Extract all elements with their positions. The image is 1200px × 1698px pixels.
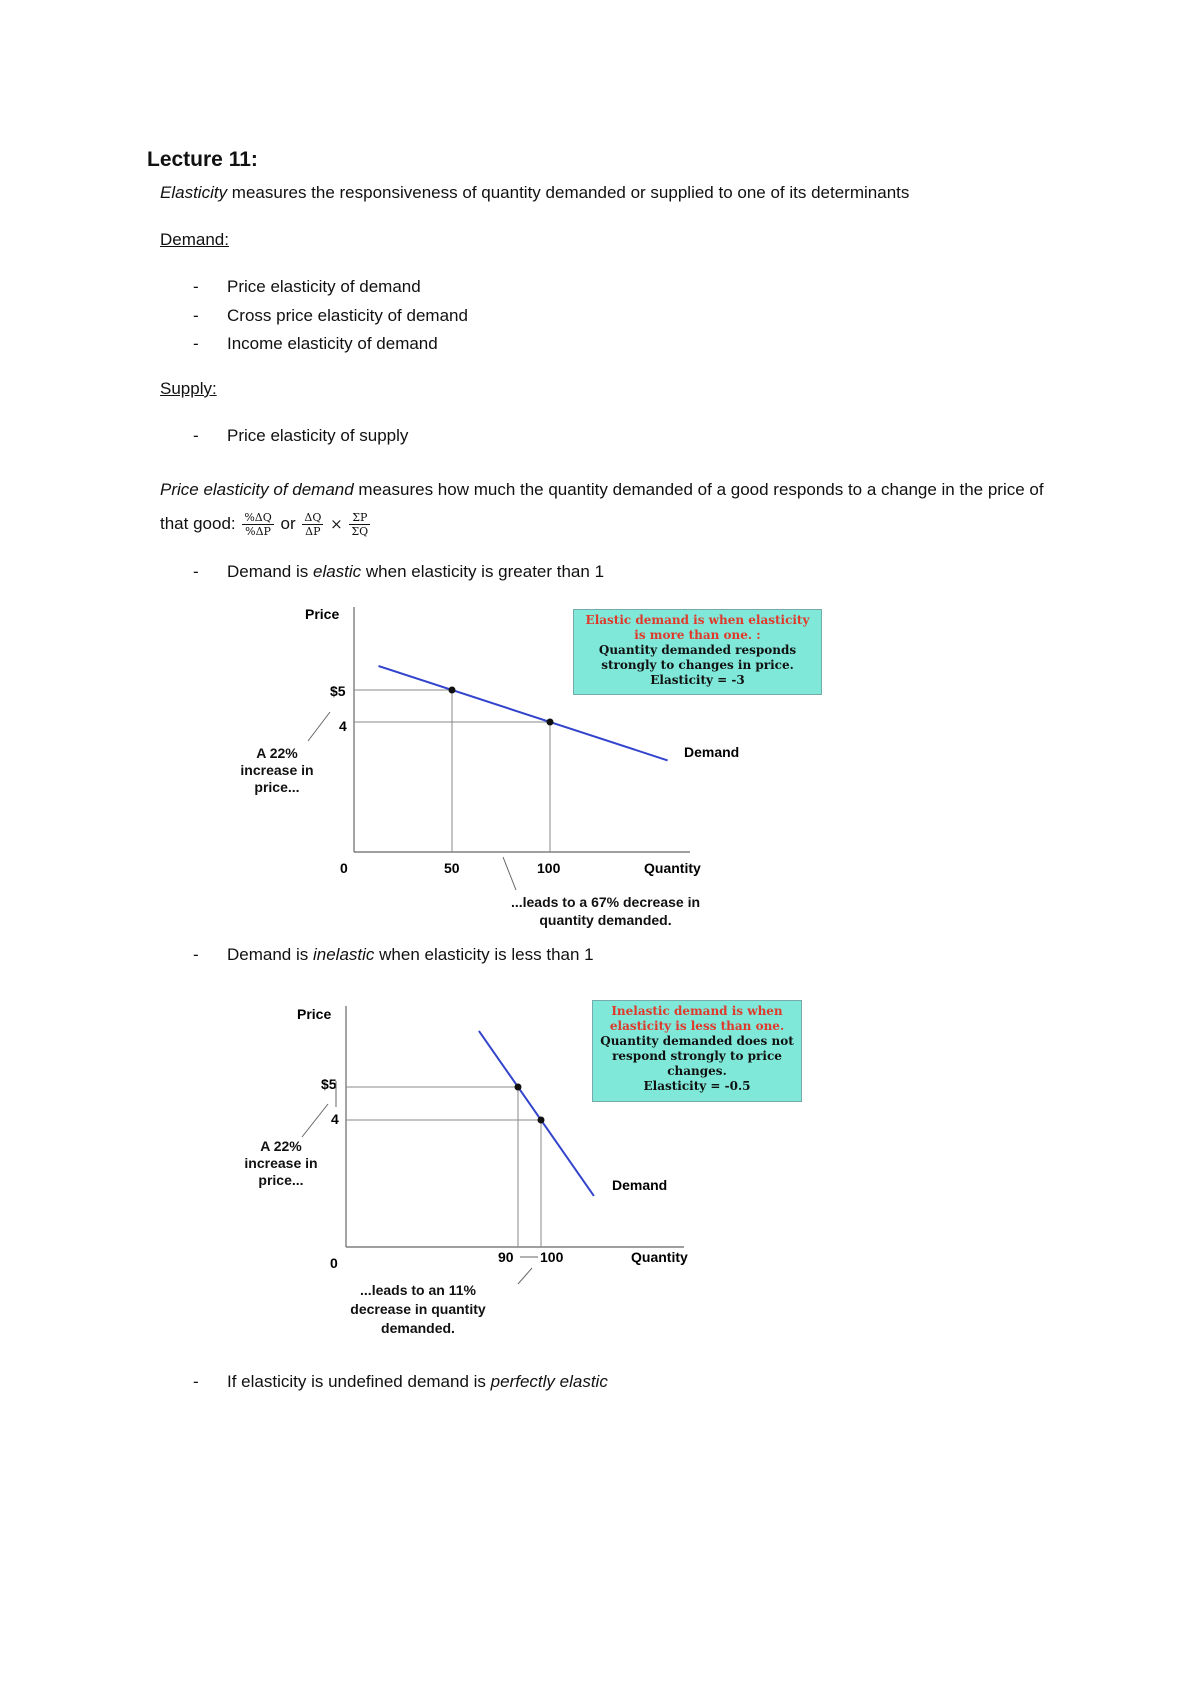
chart1-xtick: 50 — [444, 860, 460, 876]
intro-term: Elasticity — [160, 183, 228, 202]
inelastic-term: inelastic — [312, 945, 375, 964]
chart2-ytick: 4 — [331, 1111, 339, 1127]
chart2-qty-pointer — [518, 1268, 532, 1284]
perfectly-elastic-term: perfectly elastic — [490, 1372, 608, 1391]
chart2-demand-line — [479, 1031, 594, 1196]
chart2-point — [538, 1117, 545, 1124]
chart2-price-annotation: A 22% increase in price... — [244, 1138, 318, 1188]
chart1-price-annotation: A 22% increase in price... — [240, 745, 314, 795]
chart1-qty-annotation: ...leads to a 67% decrease in quantity demanded. — [510, 894, 701, 928]
callout-text: Quantity demanded responds strongly to changes in price. — [598, 643, 797, 672]
chart2-xtick: 100 — [540, 1249, 564, 1265]
chart2-qty-annotation: ...leads to an 11% decrease in quantity demanded. — [350, 1282, 486, 1336]
chart1-ylabel: Price — [305, 606, 340, 622]
callout-text: Quantity demanded does not respond strongly to price changes. — [600, 1034, 794, 1078]
intro-rest: measures the responsiveness of quantity demanded or supplied to one of its determinants — [227, 183, 910, 202]
chart1-price-pointer — [308, 712, 330, 741]
formula-sum: $\frac{\Sigma P}{\Sigma Q}$ — [351, 511, 369, 539]
formula-percent: $\frac{\%\Delta Q}{\%\Delta P}$ — [244, 511, 272, 539]
chart2-price-pointer — [302, 1104, 328, 1137]
chart2-callout — [592, 1000, 802, 1102]
chart1-curve-label: Demand — [684, 744, 740, 760]
chart1-xlabel: Quantity — [644, 860, 701, 876]
chart2-xlabel: Quantity — [631, 1249, 688, 1265]
undefined-bullet: - If elasticity is undefined demand is perfectly elastic — [193, 1372, 608, 1391]
chart1-point — [547, 719, 554, 726]
formula-times: × — [330, 515, 343, 533]
chart1-callout — [573, 609, 822, 695]
chart1-ytick: $5 — [330, 683, 346, 699]
chart2-ytick: $5 — [321, 1076, 337, 1092]
formula-delta: $\frac{\Delta Q}{\Delta P}$ — [304, 511, 322, 539]
list-item: - Cross price elasticity of demand — [193, 306, 468, 325]
callout-value: Elasticity = -3 — [650, 673, 745, 687]
chart1-point — [449, 687, 456, 694]
callout-heading: Inelastic demand is when elasticity is less than one. — [609, 1004, 785, 1033]
chart1-qty-pointer — [503, 857, 516, 890]
chart2-xtick: 0 — [330, 1255, 338, 1271]
page-title: Lecture 11: — [147, 148, 258, 171]
elastic-term: elastic — [312, 562, 362, 581]
callout-heading: Elastic demand is when elasticity is more than one. : — [585, 613, 810, 642]
definition-rest: measures how much the quantity demanded of a good responds to a change in the price of that good: — [160, 480, 1044, 533]
list-item: - Price elasticity of supply — [193, 426, 409, 445]
list-item: - Income elasticity of demand — [193, 334, 438, 353]
chart1-xtick: 0 — [340, 860, 348, 876]
list-item: - Price elasticity of demand — [193, 277, 421, 296]
list-item-label: Price elasticity of supply — [227, 426, 409, 445]
definition-term: Price elasticity of demand — [160, 480, 354, 499]
chart1-ytick: 4 — [339, 718, 347, 734]
callout-value: Elasticity = -0.5 — [643, 1079, 751, 1093]
elastic-bullet: - Demand is elastic when elasticity is greater than 1 — [193, 562, 605, 581]
demand-heading: Demand: — [160, 230, 229, 249]
list-item-label: Price elasticity of demand — [227, 277, 421, 296]
formula-or: or — [280, 514, 296, 533]
chart2-curve-label: Demand — [612, 1177, 668, 1193]
list-item-label: Cross price elasticity of demand — [227, 306, 468, 325]
list-item-label: Income elasticity of demand — [227, 334, 438, 353]
supply-heading: Supply: — [160, 379, 217, 398]
chart2-point — [515, 1084, 522, 1091]
chart1-xtick: 100 — [537, 860, 561, 876]
chart2-xtick: 90 — [498, 1249, 514, 1265]
inelastic-bullet: - Demand is inelastic when elasticity is less than 1 — [193, 945, 594, 964]
chart2-ylabel: Price — [297, 1006, 332, 1022]
